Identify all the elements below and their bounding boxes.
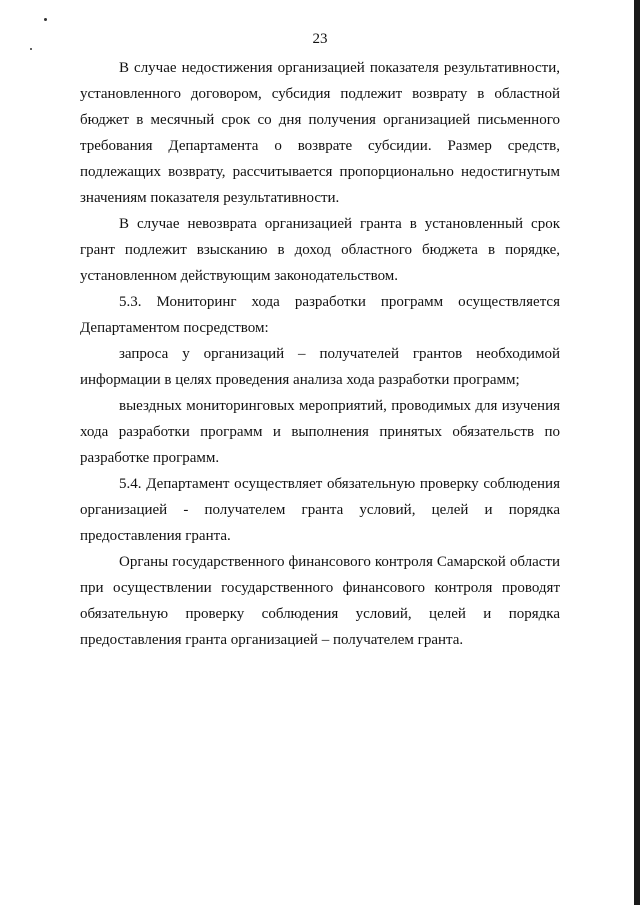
paragraph-subsidy-return: В случае недостижения организацией показателя результативности, установленного договором, субсидия подлежит возврату в областной бюджет в месячный срок со дня получения организацией письменного требования Департамента о возврате субсидии. Размер средств, подлежащих возврату, рассчитывается пропорционально недостигнутым значениям показателя результативности. bbox=[80, 60, 560, 206]
scan-edge-shadow bbox=[634, 0, 640, 905]
document-body bbox=[80, 55, 560, 653]
page-number: 23 bbox=[312, 31, 328, 47]
paragraph-financial-control: Органы государственного финансового контроля Самарской области при осуществлении государственного финансового контроля проводят обязательную проверку соблюдения условий, целей и порядка предоставления гранта организацией – получателем гранта. bbox=[80, 554, 560, 648]
paragraph-info-request: запроса у организаций – получателей грантов необходимой информации в целях проведения анализа хода разработки программ; bbox=[80, 346, 560, 388]
paragraph-5-4-inspection: 5.4. Департамент осуществляет обязательную проверку соблюдения организацией - получателем гранта условий, целей и порядка предоставления гранта. bbox=[80, 476, 560, 544]
scan-artifact-dot bbox=[30, 48, 32, 50]
paragraph-field-monitoring: выездных мониторинговых мероприятий, проводимых для изучения хода разработки программ и выполнения принятых обязательств по разработке программ. bbox=[80, 398, 560, 466]
paragraph-grant-nonreturn: В случае невозврата организацией гранта в установленный срок грант подлежит взысканию в доход областного бюджета в порядке, установленном действующим законодательством. bbox=[80, 216, 560, 284]
scan-artifact-dot bbox=[44, 18, 47, 21]
paragraph-5-3-monitoring: 5.3. Мониторинг хода разработки программ осуществляется Департаментом посредством: bbox=[80, 294, 560, 336]
